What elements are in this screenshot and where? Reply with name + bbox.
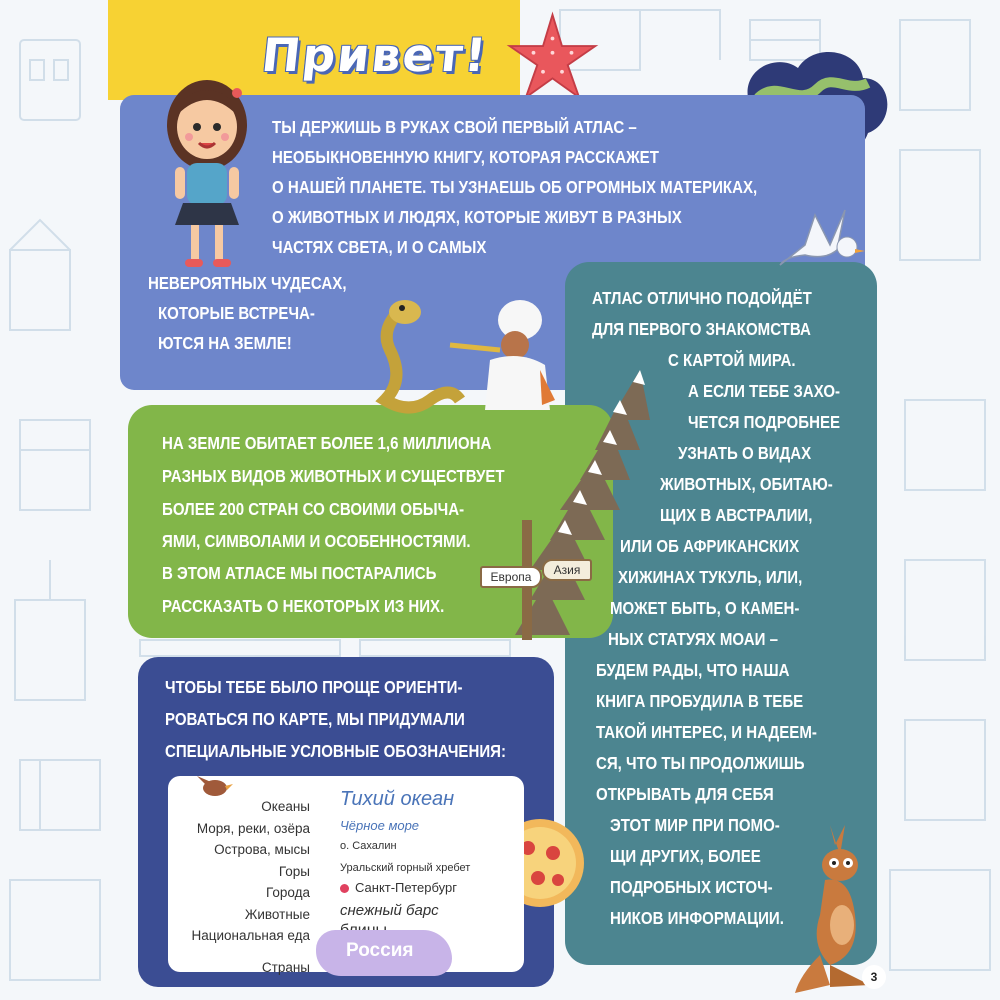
legend-island-sample: о. Сахалин — [340, 840, 397, 852]
legend-label-food: Национальная еда — [191, 928, 310, 943]
teal-line-3: С КАРТОЙ МИРА. — [668, 350, 796, 370]
facts-line-5: В ЭТОМ АТЛАСЕ МЫ ПОСТАРАЛИСЬ — [162, 563, 437, 583]
seagull-icon — [775, 205, 865, 275]
teal-line-21: НИКОВ ИНФОРМАЦИИ. — [610, 908, 784, 928]
intro-line-2: НЕОБЫКНОВЕННУЮ КНИГУ, КОТОРАЯ РАССКАЖЕТ — [272, 147, 659, 167]
girl-illustration — [155, 75, 260, 275]
legend-intro-line-3: СПЕЦИАЛЬНЫЕ УСЛОВНЫЕ ОБОЗНАЧЕНИЯ: — [165, 741, 506, 761]
intro-line-3: О НАШЕЙ ПЛАНЕТЕ. ТЫ УЗНАЕШЬ ОБ ОГРОМНЫХ МАТЕРИКАХ, — [272, 177, 758, 197]
intro-line-8: ЮТСЯ НА ЗЕМЛЕ! — [158, 333, 292, 353]
teal-line-6: УЗНАТЬ О ВИДАХ — [678, 443, 812, 463]
teal-line-9: ИЛИ ОБ АФРИКАНСКИХ — [620, 536, 800, 556]
teal-line-15: ТАКОЙ ИНТЕРЕС, И НАДЕЕМ- — [596, 722, 817, 742]
teal-line-17: ОТКРЫВАТЬ ДЛЯ СЕБЯ — [596, 784, 774, 804]
teal-line-5: ЧЕТСЯ ПОДРОБНЕЕ — [688, 412, 841, 432]
facts-line-4: ЯМИ, СИМВОЛАМИ И ОСОБЕННОСТЯМИ. — [162, 531, 471, 551]
teal-line-19: ЩИ ДРУГИХ, БОЛЕЕ — [610, 846, 761, 866]
teal-line-16: СЯ, ЧТО ТЫ ПРОДОЛЖИШЬ — [596, 753, 805, 773]
teal-line-14: КНИГА ПРОБУДИЛА В ТЕБЕ — [596, 691, 804, 711]
teal-line-18: ЭТОТ МИР ПРИ ПОМО- — [610, 815, 780, 835]
teal-line-4: А ЕСЛИ ТЕБЕ ЗАХО- — [688, 381, 841, 401]
legend-label-islands: Острова, мысы — [214, 842, 310, 857]
signpost-europe: Европа — [480, 566, 542, 588]
intro-line-1: ТЫ ДЕРЖИШЬ В РУКАХ СВОЙ ПЕРВЫЙ АТЛАС – — [272, 117, 637, 137]
intro-line-6: НЕВЕРОЯТНЫХ ЧУДЕСАХ, — [148, 273, 347, 293]
teal-line-20: ПОДРОБНЫХ ИСТОЧ- — [610, 877, 773, 897]
teal-line-2: ДЛЯ ПЕРВОГО ЗНАКОМСТВА — [592, 319, 811, 339]
legend-labels — [180, 796, 310, 978]
bird-icon — [195, 770, 235, 800]
teal-line-7: ЖИВОТНЫХ, ОБИТАЮ- — [660, 474, 833, 494]
teal-line-8: ЩИХ В АВСТРАЛИИ, — [660, 505, 813, 525]
signpost-asia: Азия — [542, 559, 592, 581]
legend-label-oceans: Океаны — [261, 799, 310, 814]
legend-country-sample: Россия — [346, 940, 414, 961]
page-title: Привет! — [259, 28, 491, 82]
legend-sea-sample: Чёрное море — [340, 818, 420, 833]
intro-line-7: КОТОРЫЕ ВСТРЕЧА- — [158, 303, 315, 323]
starfish-icon — [505, 10, 600, 105]
legend-city-name: Санкт-Петербург — [355, 880, 457, 895]
intro-line-4: О ЖИВОТНЫХ И ЛЮДЯХ, КОТОРЫЕ ЖИВУТ В РАЗНЫХ — [272, 207, 682, 227]
teal-line-11: МОЖЕТ БЫТЬ, О КАМЕН- — [610, 598, 800, 618]
legend-intro-line-2: РОВАТЬСЯ ПО КАРТЕ, МЫ ПРИДУМАЛИ — [165, 709, 465, 729]
page-number: 3 — [862, 965, 886, 989]
legend-label-animals: Животные — [244, 906, 310, 922]
legend-label-countries: Страны — [261, 959, 310, 975]
legend-label-mountains: Горы — [278, 863, 310, 879]
legend-animal-sample: снежный барс — [340, 902, 439, 919]
facts-line-3: БОЛЕЕ 200 СТРАН СО СВОИМИ ОБЫЧА- — [162, 499, 465, 519]
legend-label-seas: Моря, реки, озёра — [196, 820, 310, 836]
facts-line-1: НА ЗЕМЛЕ ОБИТАЕТ БОЛЕЕ 1,6 МИЛЛИОНА — [162, 433, 492, 453]
facts-line-2: РАЗНЫХ ВИДОВ ЖИВОТНЫХ И СУЩЕСТВУЕТ — [162, 466, 505, 486]
legend-intro-line-1: ЧТОБЫ ТЕБЕ БЫЛО ПРОЩЕ ОРИЕНТИ- — [165, 677, 463, 697]
legend-mountain-sample: Уральский горный хребет — [340, 862, 471, 874]
teal-line-10: ХИЖИНАХ ТУКУЛЬ, ИЛИ, — [618, 567, 803, 587]
teal-line-13: БУДЕМ РАДЫ, ЧТО НАША — [596, 660, 790, 680]
facts-line-6: РАССКАЗАТЬ О НЕКОТОРЫХ ИЗ НИХ. — [162, 596, 445, 616]
legend-ocean-sample: Тихий океан — [340, 788, 455, 810]
legend-label-cities: Города — [265, 885, 310, 900]
legend-city-sample — [340, 880, 457, 895]
city-dot-icon — [340, 884, 349, 893]
intro-line-5: ЧАСТЯХ СВЕТА, И О САМЫХ — [272, 237, 487, 257]
teal-line-1: АТЛАС ОТЛИЧНО ПОДОЙДЁТ — [592, 288, 812, 308]
teal-line-12: НЫХ СТАТУЯХ МОАИ – — [608, 629, 779, 649]
